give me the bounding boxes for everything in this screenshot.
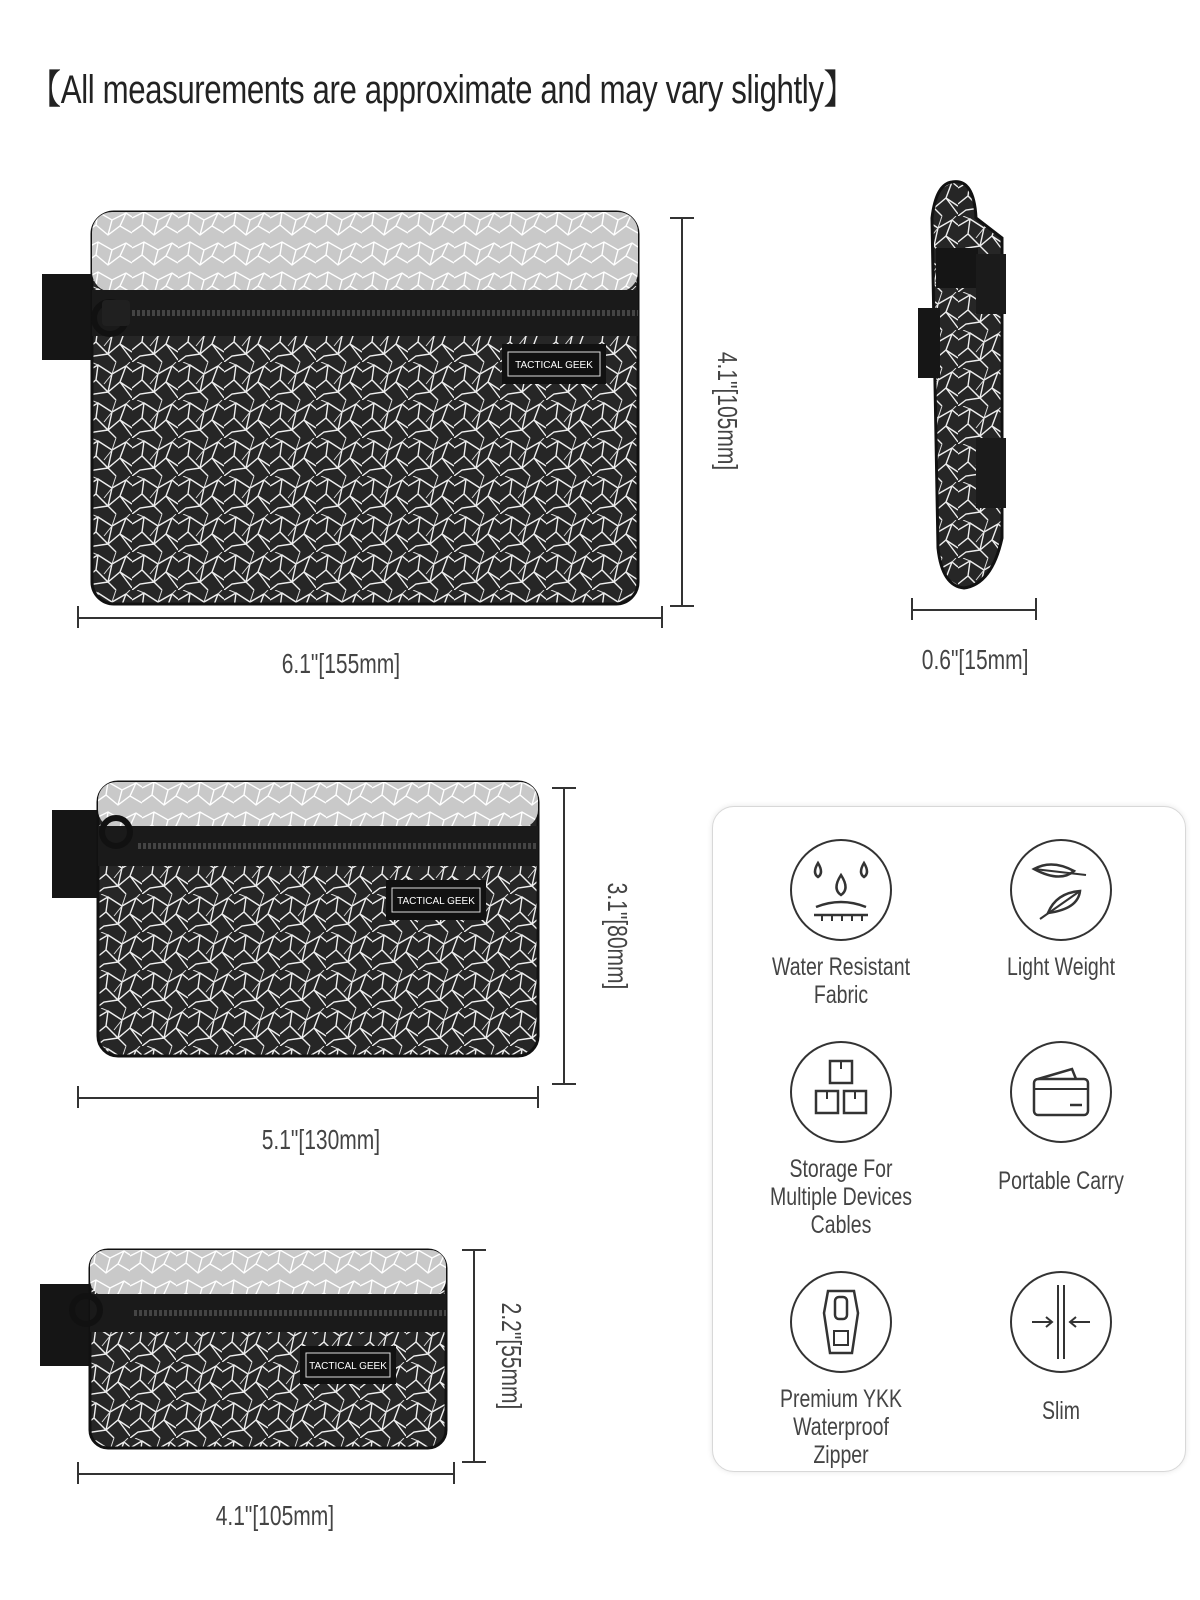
pouch-large-image	[40, 210, 640, 606]
feature-slim	[951, 1271, 1171, 1425]
dimension-width-large	[76, 604, 666, 628]
dimension-height-medium	[550, 786, 576, 1088]
feature-label: Light Weight	[1006, 953, 1116, 981]
feature-light-weight	[951, 839, 1171, 981]
pouch-medium-image	[50, 780, 540, 1060]
page-title: 【All measurements are approximate and may vary slightly】	[30, 68, 855, 112]
feature-ykk-zipper	[731, 1271, 951, 1469]
width-label-large: 6.1"[155mm]	[281, 648, 401, 679]
pouch-small-brand-tag: TACTICAL GEEK	[309, 1361, 387, 1372]
water-drops-icon	[792, 841, 890, 939]
dimension-height-large	[668, 216, 694, 610]
width-label-medium: 5.1"[130mm]	[261, 1124, 381, 1155]
pouch-medium-brand-tag: TACTICAL GEEK	[397, 896, 475, 907]
feature-portable-carry	[951, 1041, 1171, 1195]
dimension-width-medium	[76, 1084, 542, 1108]
pouch-side-view-image	[912, 178, 1022, 590]
feather-icon	[1012, 841, 1110, 939]
height-label-medium: 3.1"[80mm]	[602, 882, 634, 990]
boxes-icon	[792, 1043, 890, 1141]
dimension-width-small	[76, 1460, 458, 1484]
dimension-depth	[910, 596, 1040, 620]
feature-label: Slim	[1042, 1397, 1080, 1425]
slim-arrows-icon	[1012, 1273, 1110, 1371]
feature-water-resistant	[731, 839, 951, 1009]
pouch-large-brand-tag: TACTICAL GEEK	[515, 360, 593, 371]
feature-storage	[731, 1041, 951, 1239]
wallet-icon	[1012, 1043, 1110, 1141]
feature-label: Premium YKK Waterproof Zipper	[779, 1385, 903, 1469]
feature-label: Portable Carry	[998, 1167, 1124, 1195]
zipper-icon	[792, 1273, 890, 1371]
dimension-height-small	[460, 1248, 486, 1466]
feature-label: Storage For Multiple Devices Cables	[770, 1155, 912, 1239]
height-label-small: 2.2"[55mm]	[496, 1302, 528, 1410]
feature-label: Water Resistant Fabric	[772, 953, 910, 1009]
pouch-small-image	[38, 1248, 448, 1452]
features-panel	[712, 806, 1186, 1472]
width-label-small: 4.1"[105mm]	[215, 1500, 335, 1531]
height-label-large: 4.1"[105mm]	[711, 351, 743, 471]
depth-label: 0.6"[15mm]	[921, 644, 1029, 675]
